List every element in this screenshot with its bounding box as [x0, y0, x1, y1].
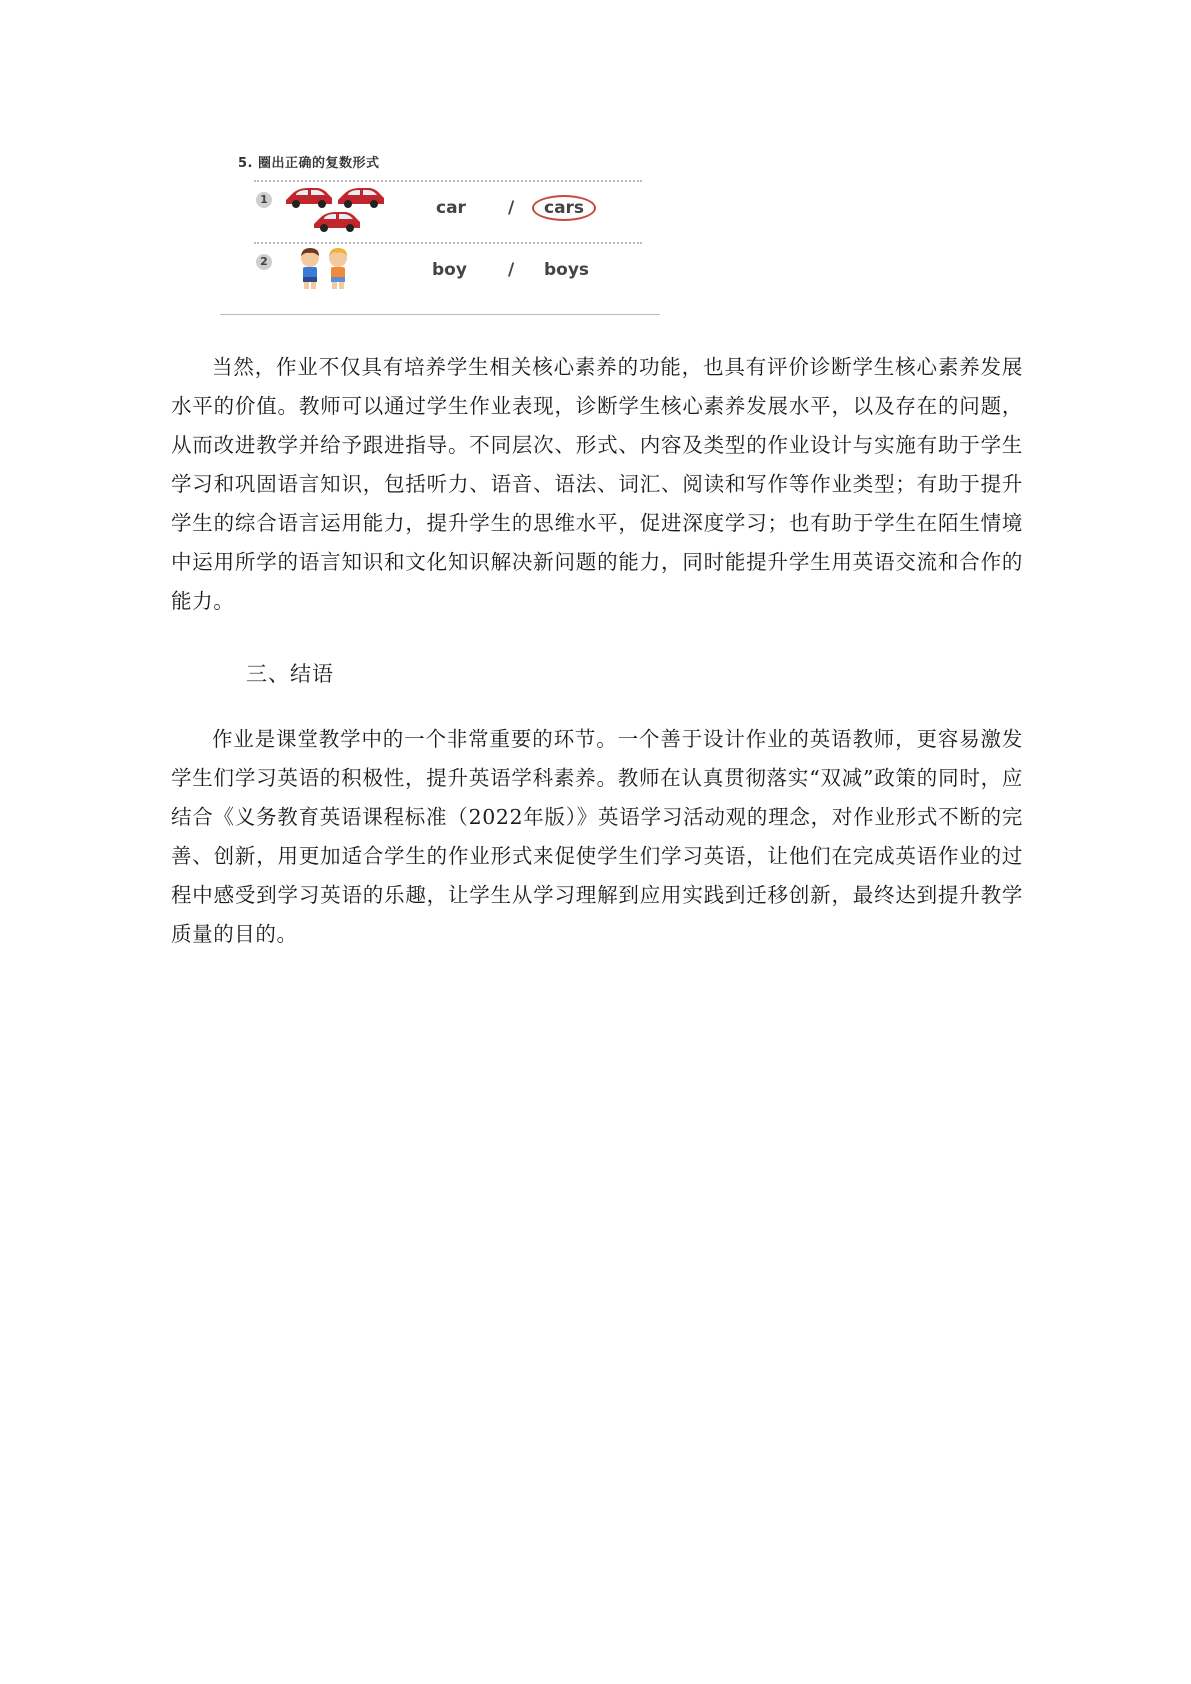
- option-separator: /: [508, 260, 515, 280]
- two-boys-image: [294, 246, 356, 300]
- option-separator: /: [508, 198, 515, 218]
- body-paragraph-2: 作业是课堂教学中的一个非常重要的环节。一个善于设计作业的英语教师，更容易激发学生们学习英语的积极性，提升英语学科素养。教师在认真贯彻落实“双减”政策的同时，应结合《义务教育英语课程标准（2022年版）》英语学习活动观的理念，对作业形式不断的完善、创新，用更加适合学生的作业形式来促使学生们学习英语，让他们在完成英语作业的过程中感受到学习英语的乐趣，让学生从学习理解到应用实践到迁移创新，最终达到提升教学质量的目的。: [171, 727, 1023, 946]
- car-icon: [314, 212, 360, 232]
- body-paragraph-1: 当然，作业不仅具有培养学生相关核心素养的功能，也具有评价诊断学生核心素养发展水平的价值。教师可以通过学生作业表现，诊断学生核心素养发展水平，以及存在的问题，从而改进教学并给予跟进指导。不同层次、形式、内容及类型的作业设计与实施有助于学生学习和巩固语言知识，包括听力、语音、语法、词汇、阅读和写作等作业类型；有助于提升学生的综合语言运用能力，提升学生的思维水平，促进深度学习；也有助于学生在陌生情境中运用所学的语言知识和文化知识解决新问题的能力，同时能提升学生用英语交流和合作的能力。: [171, 355, 1023, 613]
- boy-icon: [301, 248, 319, 289]
- exercise-row-1: [254, 184, 642, 240]
- option-cars-circled: cars: [532, 195, 596, 221]
- car-icon: [286, 188, 332, 208]
- dotted-divider: [254, 180, 642, 182]
- option-boy: boy: [432, 260, 467, 280]
- figure-bottom-rule: [220, 314, 660, 315]
- option-boys: boys: [544, 260, 590, 280]
- option-car: car: [436, 198, 466, 218]
- worksheet-figure: [218, 148, 658, 320]
- boy-icon: [329, 248, 347, 289]
- figure-title: 5. 圈出正确的复数形式: [238, 156, 380, 171]
- row-number-badge: 1: [256, 192, 272, 208]
- dotted-divider: [254, 242, 642, 244]
- row-number-badge: 2: [256, 254, 272, 270]
- three-red-cars-image: [284, 184, 394, 240]
- exercise-row-2: [254, 246, 642, 302]
- section-heading: 三、结语: [246, 662, 334, 686]
- car-icon: [338, 188, 384, 208]
